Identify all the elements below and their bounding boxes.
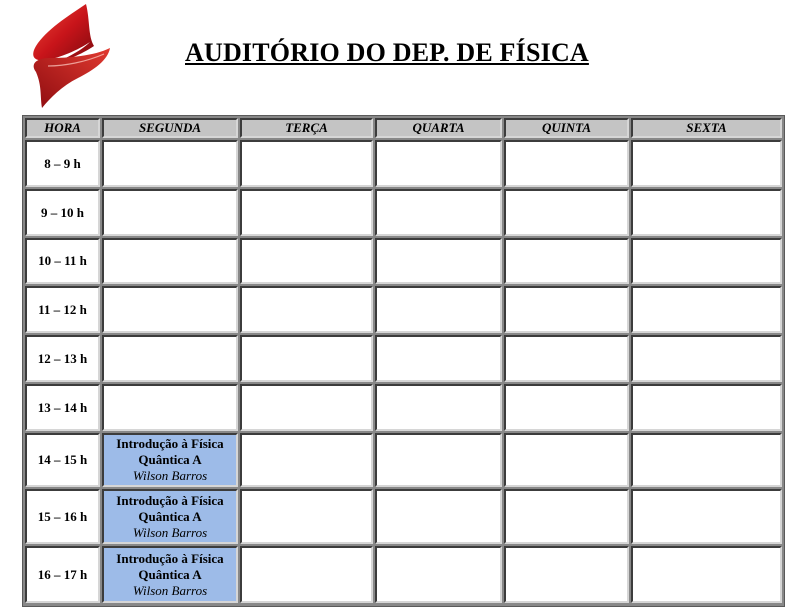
- column-header-4: [504, 118, 629, 138]
- course-name: Introdução à Física: [116, 436, 224, 451]
- empty-slot: [240, 140, 373, 187]
- professor-name: Wilson Barros: [132, 582, 208, 598]
- empty-slot: [102, 286, 238, 333]
- column-header-label: SEXTA: [686, 120, 727, 135]
- column-header-1: [102, 118, 238, 138]
- course-name: Quântica A: [138, 452, 202, 467]
- course-name: Introdução à Física: [116, 492, 224, 508]
- column-header-5: [631, 118, 782, 138]
- course-name: Introdução à Física: [116, 550, 224, 566]
- empty-slot: [102, 189, 238, 236]
- column-header-label: QUINTA: [541, 120, 592, 135]
- column-header-2: [240, 118, 373, 138]
- empty-slot: [504, 189, 629, 236]
- empty-slot: [240, 238, 373, 284]
- empty-slot: [504, 546, 629, 603]
- empty-slot: [375, 384, 502, 431]
- empty-slot: [375, 335, 502, 382]
- empty-slot: [631, 286, 782, 333]
- empty-slot: [102, 384, 238, 431]
- column-header-label: SEGUNDA: [138, 120, 202, 135]
- hour-cell: [25, 433, 100, 487]
- empty-slot: [504, 140, 629, 187]
- empty-slot: [240, 384, 373, 431]
- empty-slot: [631, 433, 782, 487]
- hour-label: 14 – 15 h: [37, 452, 88, 467]
- empty-slot: [375, 189, 502, 236]
- hour-cell: [25, 335, 100, 382]
- course-name: Quântica A: [138, 508, 202, 524]
- hour-label: 9 – 10 h: [41, 204, 84, 220]
- empty-slot: [375, 433, 502, 487]
- empty-slot: [504, 489, 629, 544]
- hour-cell: [25, 286, 100, 333]
- empty-slot: [240, 433, 373, 487]
- schedule-table: [22, 115, 785, 607]
- empty-slot: [631, 140, 782, 187]
- empty-slot: [504, 433, 629, 487]
- course-name: Quântica A: [138, 566, 202, 582]
- empty-slot: [375, 140, 502, 187]
- empty-slot: [631, 384, 782, 431]
- class-slot[interactable]: [102, 546, 238, 603]
- empty-slot: [102, 335, 238, 382]
- column-header-label: QUARTA: [412, 120, 465, 135]
- empty-slot: [375, 238, 502, 284]
- hour-cell: [25, 489, 100, 544]
- hour-label: 13 – 14 h: [37, 399, 88, 415]
- hour-label: 8 – 9 h: [44, 155, 81, 171]
- empty-slot: [631, 335, 782, 382]
- empty-slot: [240, 335, 373, 382]
- hour-label: 11 – 12 h: [38, 301, 87, 317]
- empty-slot: [375, 546, 502, 603]
- hour-label: 12 – 13 h: [37, 350, 88, 366]
- empty-slot: [504, 384, 629, 431]
- empty-slot: [240, 286, 373, 333]
- hour-label: 16 – 17 h: [37, 566, 88, 582]
- hour-label: 10 – 11 h: [38, 253, 87, 268]
- column-header-0: [25, 118, 100, 138]
- hour-cell: [25, 546, 100, 603]
- hour-cell: [25, 384, 100, 431]
- professor-name: Wilson Barros: [132, 524, 208, 540]
- hour-cell: [25, 189, 100, 236]
- class-slot[interactable]: [102, 489, 238, 544]
- empty-slot: [240, 189, 373, 236]
- empty-slot: [504, 286, 629, 333]
- column-header-3: [375, 118, 502, 138]
- department-logo: [28, 2, 114, 110]
- empty-slot: [240, 489, 373, 544]
- empty-slot: [102, 140, 238, 187]
- hour-cell: [25, 140, 100, 187]
- column-header-label: TERÇA: [285, 120, 328, 135]
- class-slot[interactable]: [102, 433, 238, 487]
- page-title: AUDITÓRIO DO DEP. DE FÍSICA: [185, 38, 589, 67]
- professor-name: Wilson Barros: [132, 468, 208, 483]
- empty-slot: [631, 189, 782, 236]
- empty-slot: [240, 546, 373, 603]
- hour-label: 15 – 16 h: [37, 508, 88, 524]
- empty-slot: [102, 238, 238, 284]
- empty-slot: [631, 238, 782, 284]
- empty-slot: [375, 286, 502, 333]
- empty-slot: [631, 546, 782, 603]
- empty-slot: [504, 335, 629, 382]
- empty-slot: [631, 489, 782, 544]
- column-header-label: HORA: [44, 120, 81, 135]
- empty-slot: [375, 489, 502, 544]
- hour-cell: [25, 238, 100, 284]
- empty-slot: [504, 238, 629, 284]
